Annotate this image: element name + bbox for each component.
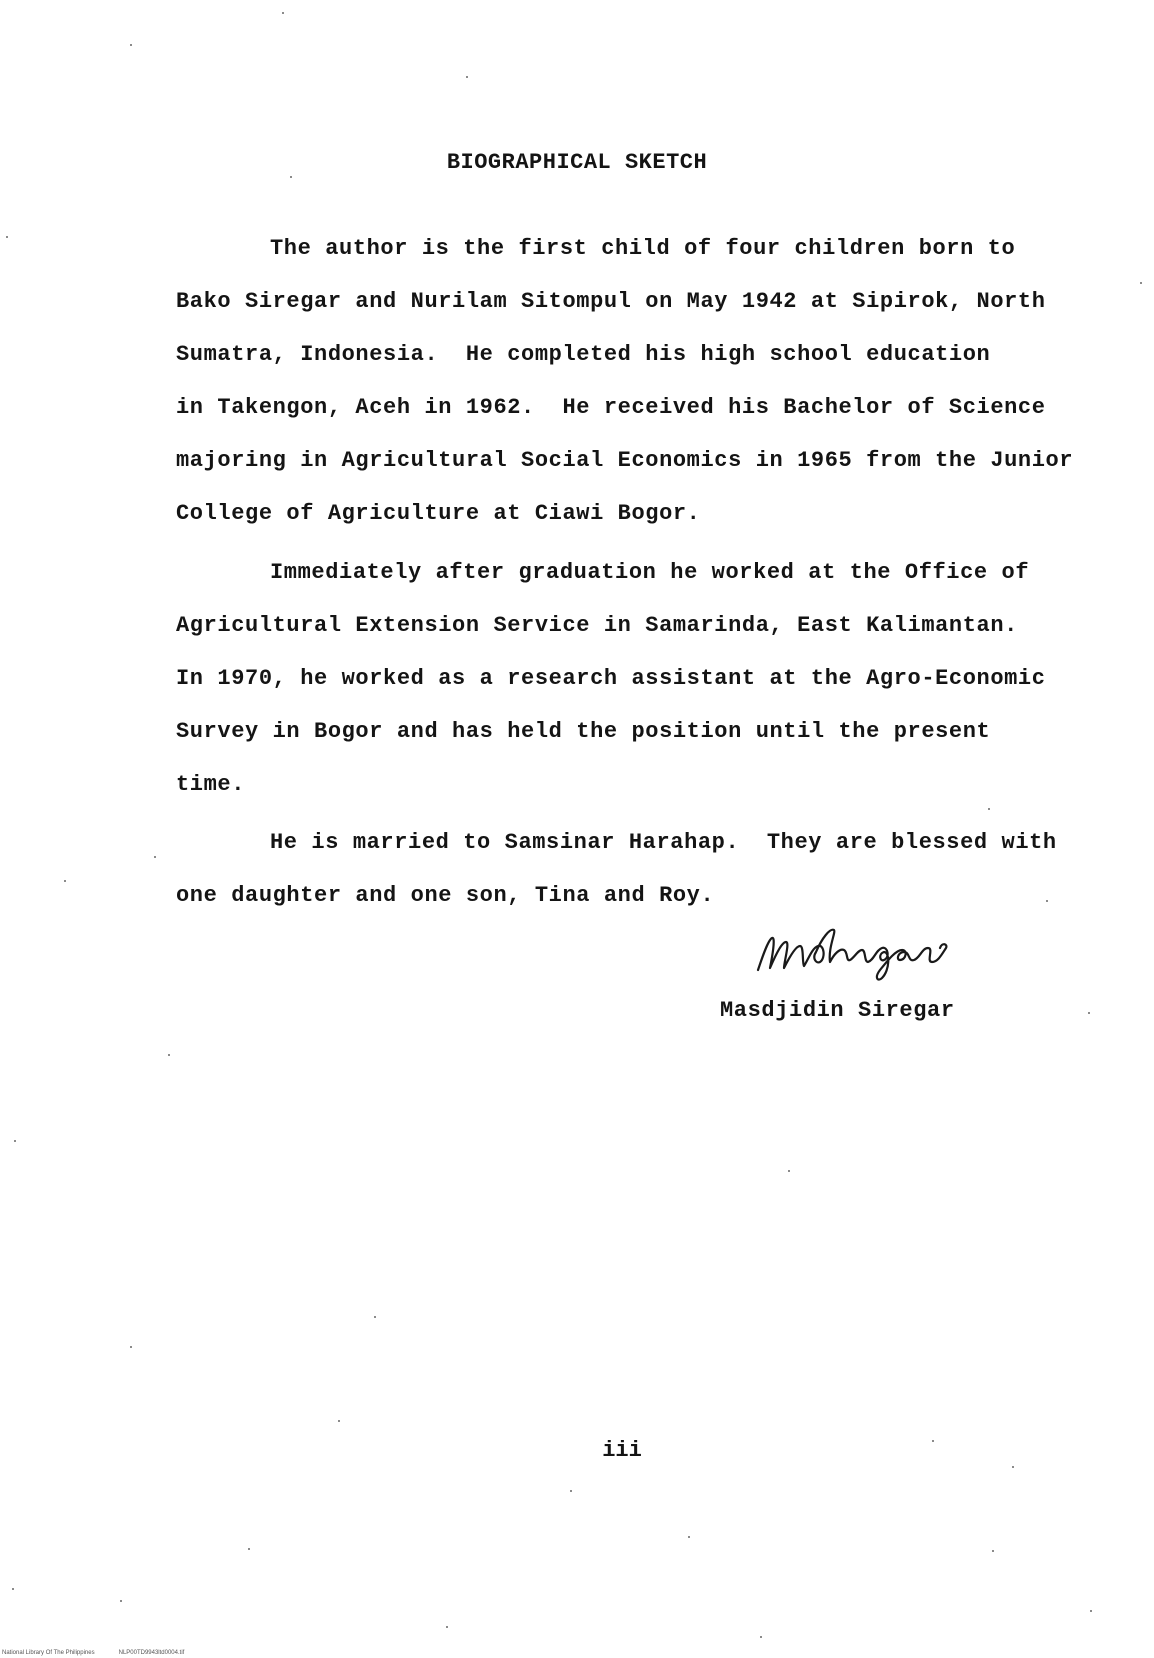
scan-speck bbox=[130, 1346, 132, 1348]
scan-speck bbox=[248, 1548, 250, 1550]
scan-speck bbox=[168, 1054, 170, 1056]
scan-speck bbox=[290, 176, 292, 178]
paragraph-line: time. bbox=[176, 772, 246, 797]
paragraph-line: College of Agriculture at Ciawi Bogor. bbox=[176, 501, 701, 526]
scan-speck bbox=[1090, 1610, 1092, 1612]
scan-speck bbox=[154, 856, 156, 858]
scan-speck bbox=[1088, 1012, 1090, 1014]
scan-speck bbox=[338, 1420, 340, 1422]
page-number: iii bbox=[602, 1438, 642, 1463]
paragraph-line: In 1970, he worked as a research assistant at the Agro-Economic bbox=[176, 666, 1046, 691]
footer-filename: NLP00TD9943ltd0004.tif bbox=[118, 1650, 185, 1656]
handwritten-signature bbox=[750, 918, 970, 988]
scan-speck bbox=[12, 1588, 14, 1590]
paragraph-line: The author is the first child of four children born to bbox=[270, 236, 1016, 261]
scan-speck bbox=[760, 1636, 762, 1638]
paragraph-line: He is married to Samsinar Harahap. They are blessed with bbox=[270, 830, 1057, 855]
scan-speck bbox=[374, 1316, 376, 1318]
scan-speck bbox=[988, 808, 990, 810]
scan-speck bbox=[130, 44, 132, 46]
scan-speck bbox=[788, 1170, 790, 1172]
scan-speck bbox=[446, 1626, 448, 1628]
paragraph-line: Immediately after graduation he worked at the Office of bbox=[270, 560, 1030, 585]
scan-speck bbox=[120, 1600, 122, 1602]
scan-speck bbox=[6, 236, 8, 238]
author-name: Masdjidin Siregar bbox=[720, 998, 955, 1023]
scan-speck bbox=[466, 76, 468, 78]
paragraph-line: Survey in Bogor and has held the position until the present bbox=[176, 719, 991, 744]
scan-speck bbox=[14, 1140, 16, 1142]
scan-speck bbox=[1012, 1466, 1014, 1468]
paragraph-line: one daughter and one son, Tina and Roy. bbox=[176, 883, 715, 908]
scan-speck bbox=[570, 1490, 572, 1492]
scan-speck bbox=[932, 1440, 934, 1442]
page-title: BIOGRAPHICAL SKETCH bbox=[446, 150, 708, 175]
scan-speck bbox=[992, 1550, 994, 1552]
paragraph-line: Agricultural Extension Service in Samarinda, East Kalimantan. bbox=[176, 613, 1018, 638]
footer-library: National Library Of The Philippines bbox=[2, 1650, 95, 1656]
scan-speck bbox=[64, 880, 66, 882]
scan-footer bbox=[2, 1650, 208, 1656]
paragraph-line: Sumatra, Indonesia. He completed his high school education bbox=[176, 342, 991, 367]
paragraph-line: majoring in Agricultural Social Economics in 1965 from the Junior bbox=[176, 448, 1074, 473]
scan-speck bbox=[688, 1536, 690, 1538]
scan-speck bbox=[282, 12, 284, 14]
scan-speck bbox=[1046, 900, 1048, 902]
paragraph-line: Bako Siregar and Nurilam Sitompul on May 1942 at Sipirok, North bbox=[176, 289, 1046, 314]
paragraph-line: in Takengon, Aceh in 1962. He received his Bachelor of Science bbox=[176, 395, 1046, 420]
scan-speck bbox=[1140, 282, 1142, 284]
